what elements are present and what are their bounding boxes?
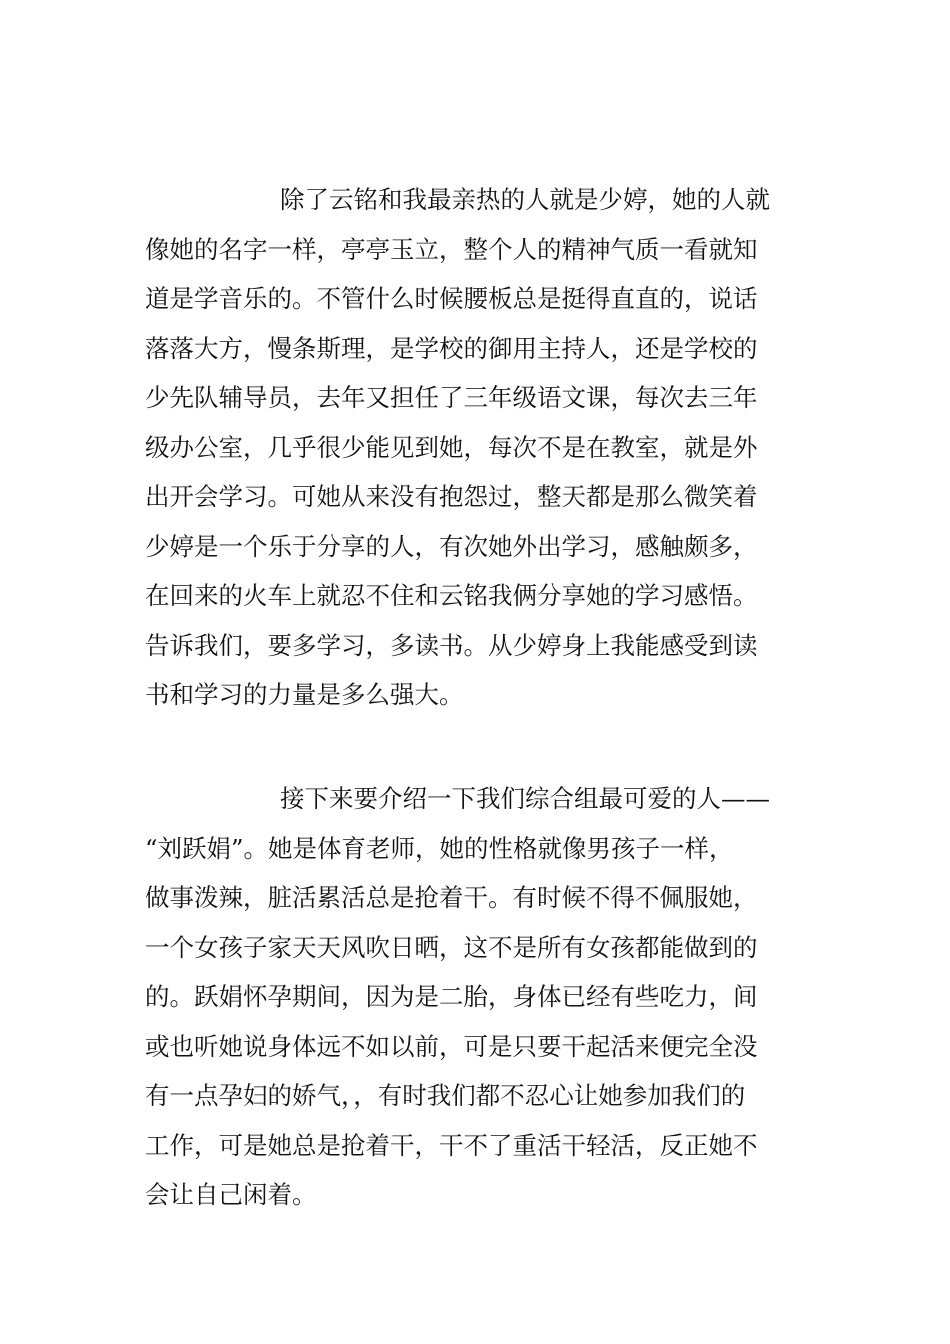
text-line: 在回来的火车上就忍不住和云铭我俩分享她的学习感悟。 [145, 581, 758, 610]
text-line: 出开会学习。可她从来没有抱怨过，整天都是那么微笑着 [145, 482, 758, 511]
text-line: 做事泼辣，脏活累活总是抢着干。有时候不得不佩服她， [145, 883, 758, 912]
text-line: 接下来要介绍一下我们综合组最可爱的人—— [280, 784, 770, 813]
text-line: 或也听她说身体远不如以前，可是只要干起活来便完全没 [145, 1031, 758, 1061]
text-line: 一个女孩子家天天风吹日晒，这不是所有女孩都能做到的 [145, 932, 758, 962]
text-line: 少先队辅导员，去年又担任了三年级语文课，每次去三年 [145, 383, 758, 412]
text-line: 落落大方，慢条斯理，是学校的御用主持人，还是学校的 [145, 333, 758, 363]
paragraph-shaoting [145, 175, 810, 720]
text-line: 道是学音乐的。不管什么时候腰板总是挺得直直的，说话 [145, 284, 758, 313]
text-line: 少婷是一个乐于分享的人，有次她外出学习，感触颇多， [145, 531, 758, 561]
text-line: “刘跃娟”。她是体育老师，她的性格就像男孩子一样， [145, 833, 734, 863]
text-line: 告诉我们，要多学习，多读书。从少婷身上我能感受到读 [145, 630, 758, 660]
text-line: 工作，可是她总是抢着干，干不了重活干轻活，反正她不 [145, 1130, 758, 1160]
text-line: 书和学习的力量是多么强大。 [145, 680, 464, 709]
paragraph-liu-yuejuan [145, 774, 810, 1220]
text-line: 的。跃娟怀孕期间，因为是二胎，身体已经有些吃力，间 [145, 982, 758, 1011]
text-line: 级办公室，几乎很少能见到她，每次不是在教室，就是外 [145, 432, 758, 462]
text-line: 会让自己闲着。 [145, 1180, 317, 1209]
text-line: 像她的名字一样，亭亭玉立，整个人的精神气质一看就知 [145, 234, 758, 264]
text-line: 有一点孕妇的娇气，，有时我们都不忍心让她参加我们的 [145, 1081, 746, 1110]
text-line: 除了云铭和我最亲热的人就是少婷，她的人就 [280, 185, 770, 214]
